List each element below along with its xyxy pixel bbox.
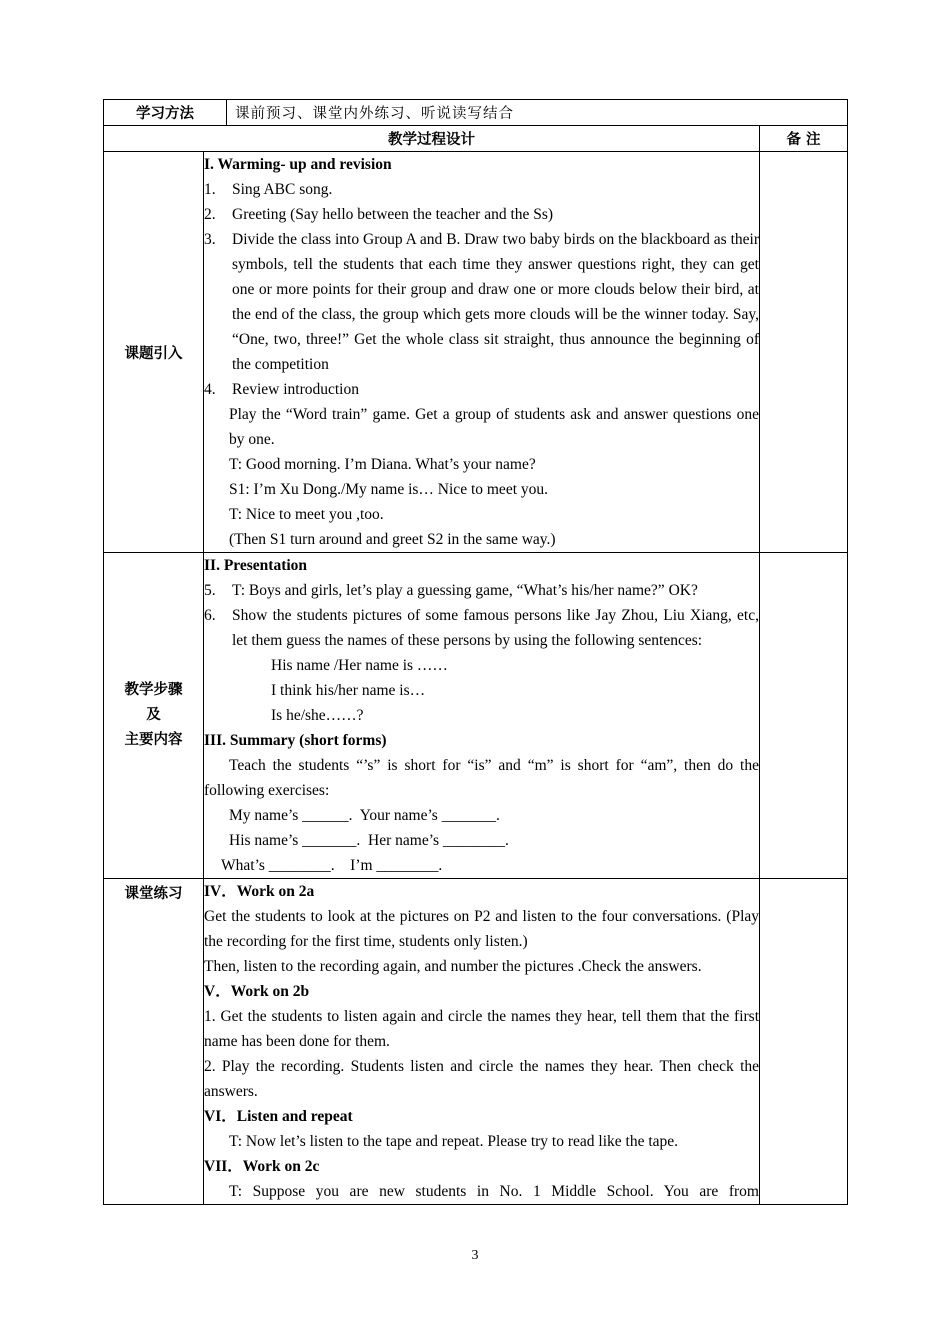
dialog-line: S1: I’m Xu Dong./My name is… Nice to meet you. bbox=[229, 481, 548, 498]
dialog-line: T: Good morning. I’m Diana. What’s your name? bbox=[229, 456, 536, 473]
list-item: 6. Show the students pictures of some famous persons like Jay Zhou, Liu Xiang, etc, let them guess the names of these persons by using the following sentences: bbox=[204, 607, 759, 649]
summary-text: Teach the students “’s” is short for “is” and “m” is short for “am”, then do the following exercises: bbox=[204, 757, 759, 799]
list-item: 5. T: Boys and girls, let’s play a guessing game, “What’s his/her name?” OK? bbox=[204, 582, 698, 599]
method-value: 课前预习、课堂内外练习、听说读写结合 bbox=[227, 100, 848, 126]
practice-row bbox=[104, 879, 848, 1205]
sentence-line: Is he/she……? bbox=[271, 707, 364, 724]
list-item: 3. Divide the class into Group A and B. Draw two baby birds on the blackboard as their symbols, tell the students that each time they answer questions right, they can get one or more points for their group and draw one or more clouds below their bird, at the end of the class, the group which gets more clouds will be the winner today. Say, “One, two, three!” Get the whole class sit straight, thus announce the beginning of the competition bbox=[204, 231, 759, 373]
practice-content bbox=[204, 879, 760, 1205]
process-header-row bbox=[104, 126, 848, 152]
intro-row bbox=[104, 152, 848, 553]
remark-header: 备 注 bbox=[760, 126, 848, 152]
work-2b-heading: V．Work on 2b bbox=[204, 983, 310, 1000]
exercise-line: My name’s ______. Your name’s _______. bbox=[229, 807, 500, 824]
list-item: 4. Review introduction bbox=[204, 381, 359, 398]
work-2a-text: Get the students to look at the pictures on P2 and listen to the four conversations. (Play the recording for the first time, students only listen.) bbox=[204, 908, 759, 950]
steps-label: 教学步骤 及 主要内容 bbox=[104, 553, 204, 879]
list-item: 1. Sing ABC song. bbox=[204, 181, 333, 198]
lesson-plan-table bbox=[103, 99, 848, 1205]
intro-remark bbox=[760, 152, 848, 553]
summary-heading: III. Summary (short forms) bbox=[204, 732, 387, 749]
work-2b-text: 1. Get the students to listen again and circle the names they hear, tell them that the first name has been done for them. bbox=[204, 1008, 759, 1050]
practice-label: 课堂练习 bbox=[104, 879, 204, 1205]
work-2a-heading: IV．Work on 2a bbox=[204, 883, 315, 900]
presentation-heading: II. Presentation bbox=[204, 557, 308, 574]
intro-paragraph: Play the “Word train” game. Get a group of students ask and answer questions one by one. bbox=[229, 406, 759, 448]
work-2a-text-2: Then, listen to the recording again, and number the pictures .Check the answers. bbox=[204, 958, 702, 975]
exercise-line: His name’s _______. Her name’s ________. bbox=[229, 832, 509, 849]
work-2c-heading: VII．Work on 2c bbox=[204, 1158, 320, 1175]
sentence-line: His name /Her name is …… bbox=[271, 657, 448, 674]
listen-repeat-text: T: Now let’s listen to the tape and repeat. Please try to read like the tape. bbox=[229, 1133, 679, 1150]
work-2c-text: T: Suppose you are new students in No. 1 Middle School. You are from bbox=[229, 1183, 759, 1200]
intro-label: 课题引入 bbox=[104, 152, 204, 553]
work-2b-text-2: 2. Play the recording. Students listen and circle the names they hear. Then check the answers. bbox=[204, 1058, 759, 1100]
exercise-line: What’s ________. I’m ________. bbox=[221, 857, 443, 874]
steps-content bbox=[204, 553, 760, 879]
method-row bbox=[104, 100, 848, 126]
method-label: 学习方法 bbox=[104, 100, 227, 126]
process-header: 教学过程设计 bbox=[104, 126, 760, 152]
steps-row bbox=[104, 553, 848, 879]
dialog-line: T: Nice to meet you ,too. bbox=[229, 506, 384, 523]
listen-repeat-heading: VI．Listen and repeat bbox=[204, 1108, 353, 1125]
sentence-line: I think his/her name is… bbox=[271, 682, 426, 699]
intro-content bbox=[204, 152, 760, 553]
list-item: 2. Greeting (Say hello between the teacher and the Ss) bbox=[204, 206, 554, 223]
intro-heading: I. Warming- up and revision bbox=[204, 156, 392, 173]
page-number: 3 bbox=[471, 1248, 479, 1263]
dialog-line: (Then S1 turn around and greet S2 in the same way.) bbox=[229, 531, 556, 548]
steps-remark bbox=[760, 553, 848, 879]
practice-remark bbox=[760, 879, 848, 1205]
